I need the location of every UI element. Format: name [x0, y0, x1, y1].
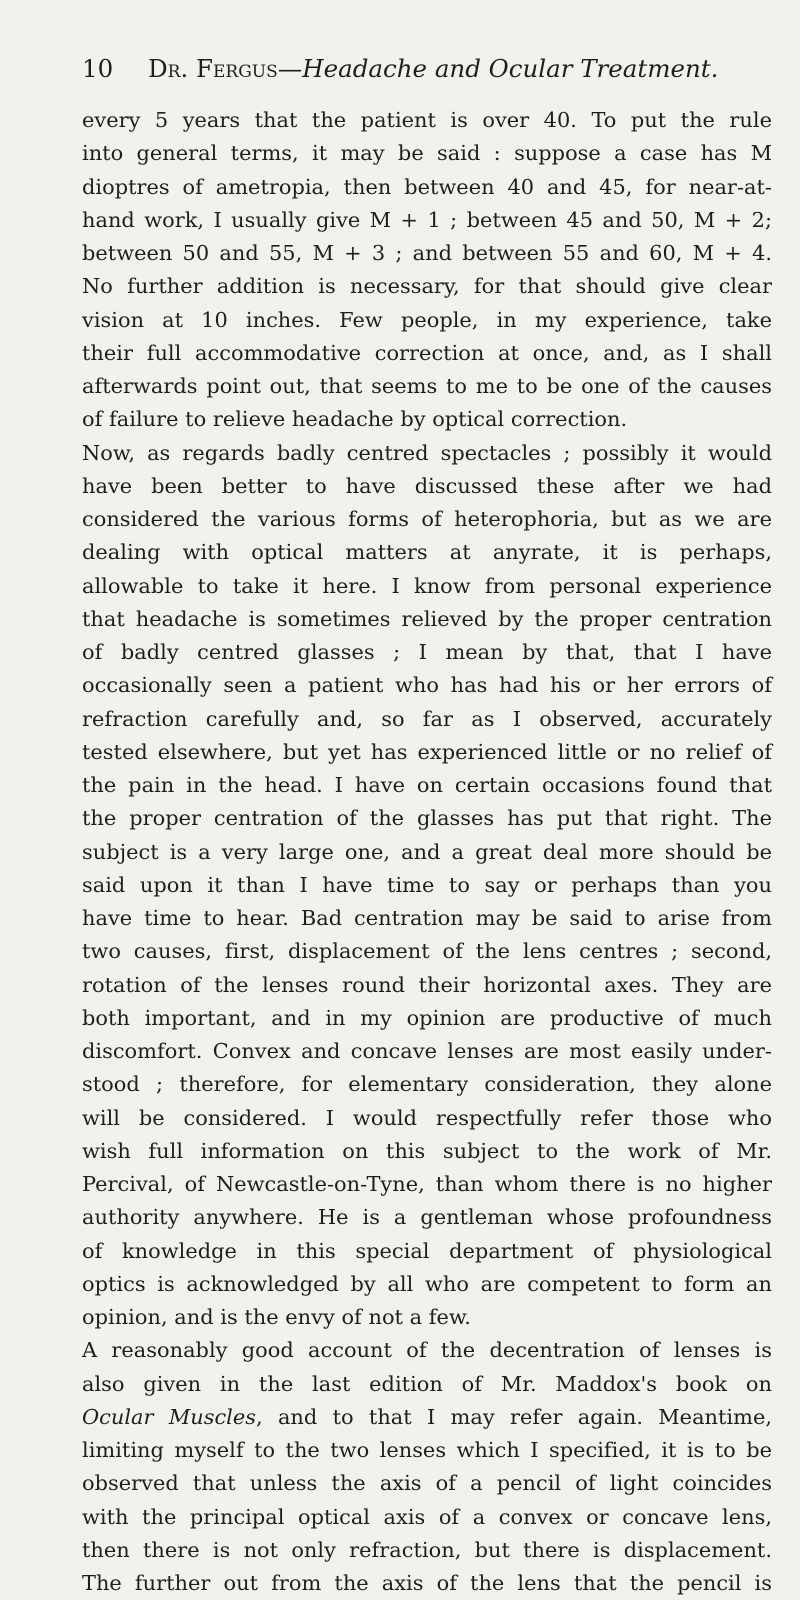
text-line: wish full information on this subject to the work of Mr. [82, 1138, 772, 1163]
text-line: both important, and in my opinion are productive of much [82, 1005, 772, 1030]
page-number: 10 [82, 54, 114, 83]
text-line: limiting myself to the two lenses which I specified, it is to be [82, 1438, 772, 1462]
text-line: afterwards point out, that seems to me to be one of the causes [82, 374, 772, 398]
body-text [82, 104, 772, 1600]
text-line: subject is a very large one, and a great deal more should be [82, 839, 772, 864]
text-line: Now, as regards badly centred spectacles ; possibly it would [82, 440, 772, 465]
text-line: hand work, I usually give M + 1 ; between 45 and 50, M + 2; [82, 207, 772, 232]
book-title-italic: Ocular Muscles [82, 1404, 256, 1429]
text-line: The further out from the axis of the lens that the pencil is [82, 1571, 772, 1595]
text-line: the proper centration of the glasses has put that right. The [82, 806, 772, 831]
author-name: Dr. Fergus— [148, 54, 303, 83]
running-header [82, 52, 752, 86]
text-line: observed that unless the axis of a pencil of light coincides [82, 1471, 772, 1496]
text-line: their full accommodative correction at once, and, as I shall [82, 340, 772, 365]
text-line: allowable to take it here. I know from personal experience [82, 573, 772, 598]
text-line: have time to hear. Bad centration may be said to arise from [82, 906, 772, 930]
text-line: said upon it than I have time to say or perhaps than you [82, 872, 772, 897]
text-line: stood ; therefore, for elementary consideration, they alone [82, 1072, 772, 1097]
text-line: optics is acknowledged by all who are competent to form an [82, 1271, 772, 1296]
text-line: dioptres of ametropia, then between 40 and 45, for near-at- [82, 174, 772, 199]
text-line: dealing with optical matters at anyrate, it is perhaps, [82, 540, 772, 565]
text-line: Ocular Muscles, and to that I may refer again. Meantime, [82, 1404, 773, 1429]
text-line: with the principal optical axis of a convex or concave lens, [82, 1504, 772, 1529]
text-line: of failure to relieve headache by optical correction. [82, 407, 628, 432]
text-line: will be considered. I would respectfully refer those who [82, 1105, 772, 1130]
text-line: authority anywhere. He is a gentleman whose profoundness [82, 1205, 772, 1230]
text-line: the pain in the head. I have on certain occasions found that [82, 773, 772, 797]
text-line: every 5 years that the patient is over 40. To put the rule [82, 108, 772, 132]
text-line: into general terms, it may be said : suppose a case has M [82, 141, 772, 166]
text-line: that headache is sometimes relieved by the proper centration [82, 606, 772, 631]
text-line: considered the various forms of heterophoria, but as we are [82, 507, 772, 531]
text-line: Percival, of Newcastle-on-Tyne, than whom there is no higher [82, 1172, 772, 1196]
text-line: have been better to have discussed these after we had [82, 473, 772, 498]
text-line: tested elsewhere, but yet has experienced little or no relief of [82, 739, 772, 764]
text-line: of badly centred glasses ; I mean by that, that I have [82, 640, 772, 664]
text-line: two causes, first, displacement of the lens centres ; second, [82, 939, 772, 964]
text-line: A reasonably good account of the decentration of lenses is [82, 1338, 772, 1363]
text-line: occasionally seen a patient who has had his or her errors of [82, 673, 772, 698]
text-line: refraction carefully and, so far as I observed, accurately [82, 706, 772, 731]
text-line: then there is not only refraction, but there is displacement. [82, 1537, 772, 1562]
article-title: Headache and Ocular Treatment. [302, 54, 719, 83]
text-line: opinion, and is the envy of not a few. [82, 1305, 471, 1329]
text-line: No further addition is necessary, for that should give clear [82, 274, 772, 299]
text-line: of knowledge in this special department of physiological [82, 1238, 772, 1263]
text-line: discomfort. Convex and concave lenses are most easily under- [82, 1039, 772, 1063]
text-line: vision at 10 inches. Few people, in my experience, take [82, 307, 772, 332]
text-line: between 50 and 55, M + 3 ; and between 55 and 60, M + 4. [82, 241, 772, 265]
text-line: rotation of the lenses round their horizontal axes. They are [82, 972, 772, 997]
text-line: also given in the last edition of Mr. Maddox's book on [82, 1371, 772, 1396]
